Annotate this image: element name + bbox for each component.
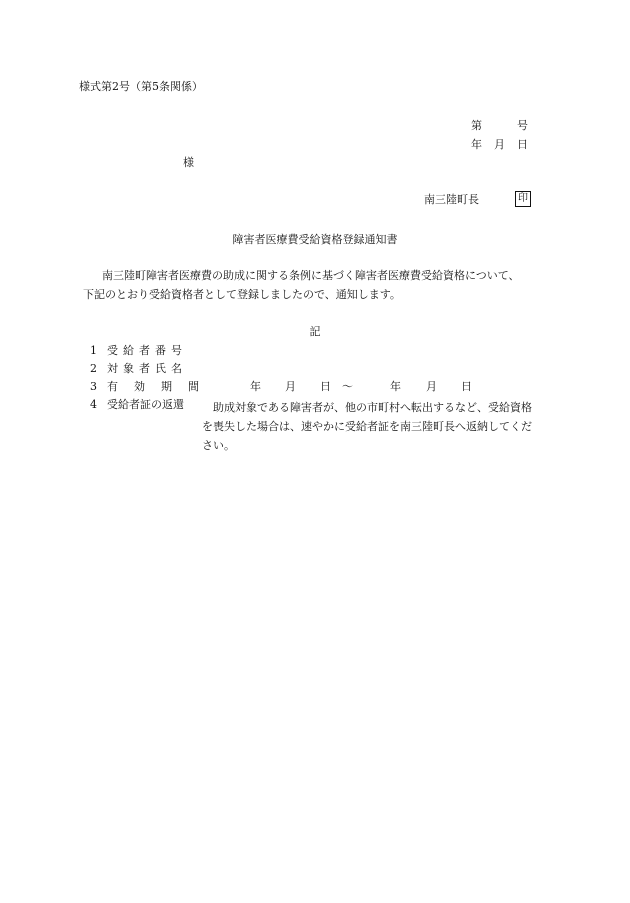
form-number: 様式第2号（第5条関係） xyxy=(79,80,203,93)
addressee-suffix: 様 xyxy=(183,156,194,169)
item-number: 3 xyxy=(90,380,97,393)
date-day-label: 日 xyxy=(517,138,528,151)
certificate-return-text xyxy=(202,398,556,455)
doc-number-suffix: 号 xyxy=(517,119,528,132)
document-title: 障害者医療費受給資格登録通知書 xyxy=(232,233,398,246)
body-line-2: 下記のとおり受給資格者として登録しましたので、通知します。 xyxy=(83,288,401,301)
item-number: 4 xyxy=(90,398,97,411)
period-end-year: 年 xyxy=(390,380,401,393)
item-label-certificate-return: 受給者証の返還 xyxy=(107,398,184,411)
date-month-label: 月 xyxy=(494,138,505,151)
doc-number-prefix: 第 xyxy=(471,119,482,132)
return-text-line-3: さい。 xyxy=(202,439,235,452)
item-number: 2 xyxy=(90,362,97,375)
period-end-month: 月 xyxy=(426,380,437,393)
issuer-name: 南三陸町長 xyxy=(424,193,479,206)
item-label-valid-period: 有効期間 xyxy=(107,380,215,393)
item-number: 1 xyxy=(90,344,97,357)
seal-mark: 印 xyxy=(515,191,531,207)
period-start-day: 日 xyxy=(320,380,331,393)
return-text-line-2: を喪失した場合は、速やかに受給者証を南三陸町長へ返納してくだ xyxy=(202,420,532,433)
ki-heading: 記 xyxy=(309,325,321,338)
date-year-label: 年 xyxy=(471,138,482,151)
period-end-day: 日 xyxy=(461,380,472,393)
period-start-year: 年 xyxy=(250,380,261,393)
period-tilde: ～ xyxy=(342,380,353,393)
item-label-subject-name: 対象者氏名 xyxy=(107,362,187,375)
return-text-line-1: 助成対象である障害者が、他の市町村へ転出するなど、受給資格 xyxy=(213,401,532,414)
period-start-month: 月 xyxy=(285,380,296,393)
item-label-recipient-number: 受給者番号 xyxy=(107,344,187,357)
body-paragraph xyxy=(83,266,520,304)
body-line-1: 南三陸町障害者医療費の助成に関する条例に基づく障害者医療費受給資格について、 xyxy=(102,269,520,282)
